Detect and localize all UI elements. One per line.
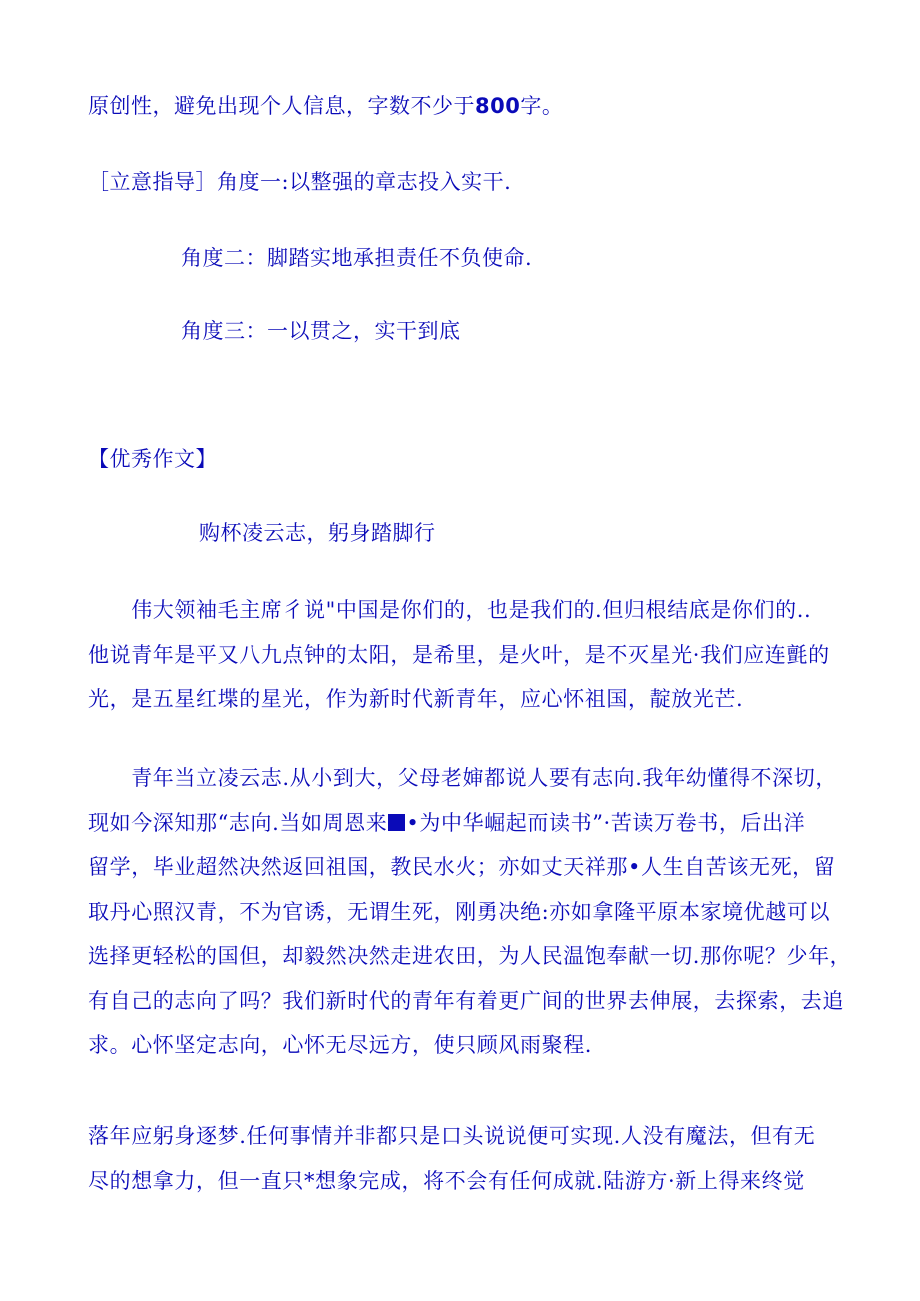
- paragraph-line: 尽的想拿力，但一直只*想象完成，将不会有任何成就.陆游方·新上得来终觉: [88, 1168, 805, 1193]
- paragraph-line-part: •为中华崛起而读书”·苦读万卷书，后出洋: [406, 810, 806, 835]
- essay-paragraph-3: [88, 1114, 848, 1203]
- paragraph-line: 留学，毕业超然决然返回祖国，教民水火；亦如丈天祥那•人生自苦该无死，留: [88, 855, 836, 879]
- paragraph-line: 他说青年是平又八九点钟的太阳，是希里，是火叶，是不灭星光·我们应连氈的: [88, 642, 830, 667]
- essay-title: 购杯凌云志，躬身踏脚行: [199, 521, 436, 545]
- paragraph-line: 求。心怀坚定志向，心怀无尽远方，使只顾风雨聚程.: [88, 1033, 593, 1057]
- paragraph-line: 伟大领袖毛主席彳说"中国是你们的，也是我们的.但归根结底是你们的..: [88, 598, 812, 622]
- requirement-text-after: 字。: [520, 94, 564, 118]
- paragraph-line: 选择更轻松的国但，却毅然决然走进农田，为人民温饱奉献一切.那你呢？少年，: [88, 944, 852, 968]
- paragraph-line: [88, 801, 848, 846]
- guidance-label: ［立意指导］: [88, 170, 217, 194]
- paragraph-line: 落年应躬身逐梦.任何事情并非都只是口头说说便可实现.人没有魔法，但有无: [88, 1124, 816, 1148]
- paragraph-line: 有自己的志向了吗？我们新时代的青年有着更广间的世界去伸展，去探索，去追: [88, 988, 844, 1013]
- essay-paragraph-2: [88, 756, 852, 1068]
- essay-paragraph-1: [88, 588, 848, 722]
- black-square-icon: [388, 814, 405, 831]
- guidance-angle-3: 角度三：一以贯之，实干到底: [181, 319, 461, 343]
- paragraph-line-part: 现如今深知那“志向.当如周恩来: [88, 810, 388, 835]
- requirement-line: [88, 91, 563, 121]
- section-label: 【优秀作文】: [88, 447, 217, 471]
- paragraph-line: 光，是五星红堞的星光，作为新时代新青年，应心怀祖国，靛放光芒.: [88, 687, 744, 711]
- guidance-angle-1: 角度一:以整强的章志投入实干.: [217, 170, 512, 194]
- paragraph-line: 取丹心照汉青，不为官诱，无谓生死，刚勇决绝:亦如拿隆平原本家境优越可以: [88, 899, 831, 924]
- guidance-angle-2: 角度二：脚踏实地承担责任不负使命.: [181, 246, 533, 270]
- word-count: 800: [475, 94, 521, 118]
- guidance-line: [88, 167, 511, 197]
- paragraph-line: 青年当立凌云志.从小到大，父母老婶都说人要有志向.我年幼懂得不深切，: [88, 766, 837, 790]
- requirement-text-before: 原创性，避免出现个人信息，字数不少于: [88, 94, 475, 118]
